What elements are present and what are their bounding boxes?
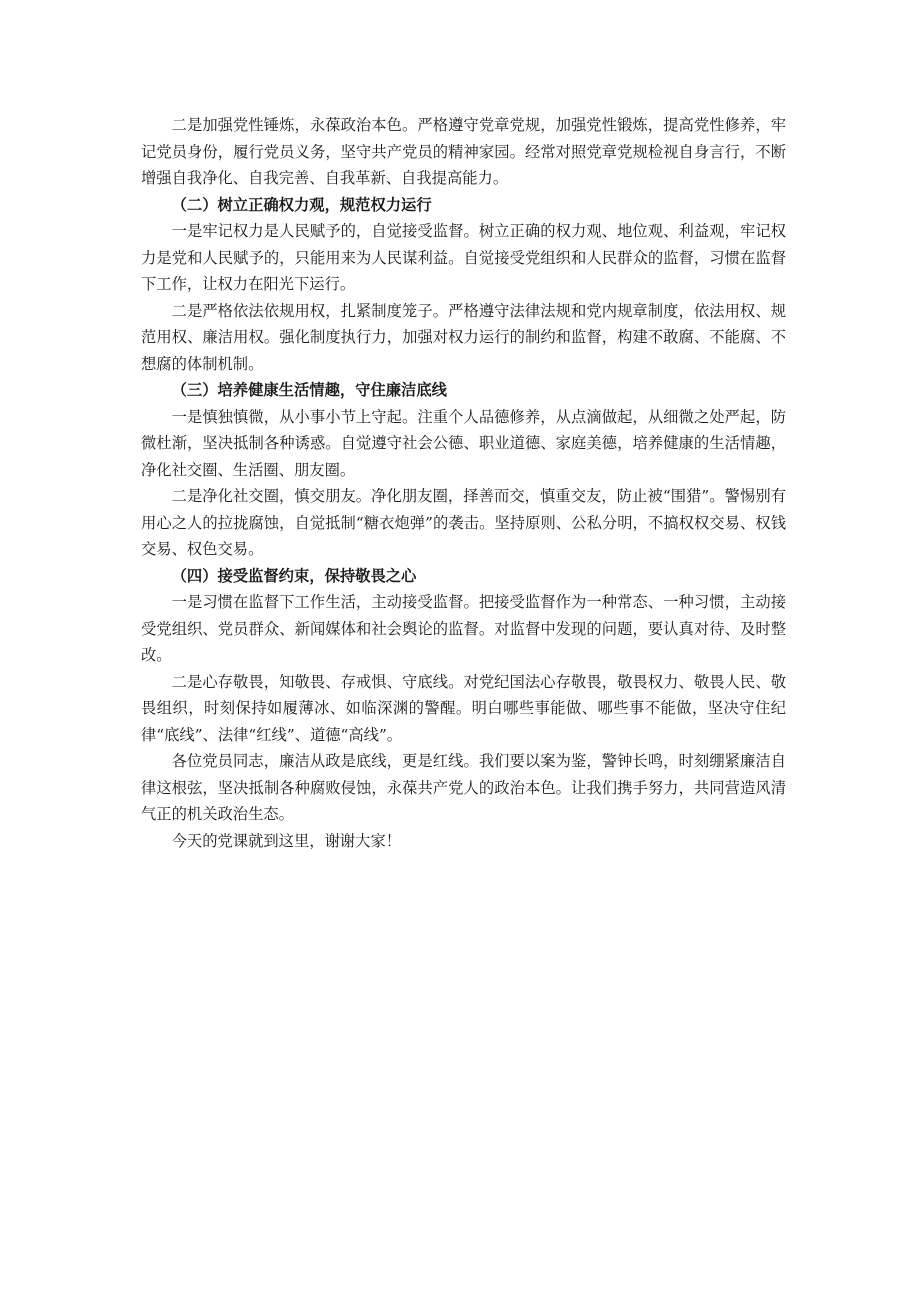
document-body [141, 112, 786, 854]
paragraph-closing-thanks: 今天的党课就到这里，谢谢大家！ [171, 831, 402, 850]
section-heading-4: （四）接受监督约束，保持敬畏之心 [171, 566, 417, 585]
paragraph-closing-appeal: 各位党员同志，廉洁从政是底线，更是红线。我们要以案为鉴，警钟长鸣，时刻绷紧廉洁自律这根弦，坚决抵制各种腐败侵蚀，永葆共产党人的政治本色。让我们携手努力，共同营造风清气正的机关政治生态。 [141, 752, 786, 823]
paragraph-reverence: 二是心存敬畏，知敬畏、存戒惧、守底线。对党纪国法心存敬畏，敬畏权力、敬畏人民、敬畏组织，时刻保持如履薄冰、如临深渊的警醒。明白哪些事能做、哪些事不能做，坚决守住纪律“底线”、法律“红线”、道德“高线”。 [141, 672, 786, 744]
paragraph-social-circle: 二是净化社交圈，慎交朋友。净化朋友圈，择善而交，慎重交友，防止被“围猎”。警惕别有用心之人的拉拢腐蚀，自觉抵制“糖衣炮弹”的袭击。坚持原则、公私分明，不搞权权交易、权钱交易、权色交易。 [141, 487, 786, 558]
section-heading-3: （三）培养健康生活情趣，守住廉洁底线 [171, 381, 447, 399]
section-heading-2: （二）树立正确权力观，规范权力运行 [171, 195, 432, 214]
paragraph-power-from-people: 一是牢记权力是人民赋予的，自觉接受监督。树立正确的权力观、地位观、利益观，牢记权力是党和人民赋予的，只能用来为人民谋利益。自觉接受党组织和人民群众的监督，习惯在监督下工作，让权力在阳光下运行。 [141, 222, 786, 293]
paragraph-party-spirit: 二是加强党性锤炼，永葆政治本色。严格遵守党章党规，加强党性锻炼，提高党性修养，牢记党员身份，履行党员义务，坚守共产党员的精神家园。经常对照党章党规检视自身言行，不断增强自我净化、自我完善、自我革新、自我提高能力。 [141, 116, 786, 187]
paragraph-accept-supervision: 一是习惯在监督下工作生活，主动接受监督。把接受监督作为一种常态、一种习惯，主动接受党组织、党员群众、新闻媒体和社会舆论的监督。对监督中发现的问题，要认真对待、及时整改。 [141, 593, 786, 664]
paragraph-lawful-use-of-power: 二是严格依法依规用权，扎紧制度笼子。严格遵守法律法规和党内规章制度，依法用权、规范用权、廉洁用权。强化制度执行力，加强对权力运行的制约和监督，构建不敢腐、不能腐、不想腐的体制机制。 [141, 301, 786, 373]
paragraph-prudence: 一是慎独慎微，从小事小节上守起。注重个人品德修养，从点滴做起，从细微之处严起，防微杜渐，坚决抵制各种诱惑。自觉遵守社会公德、职业道德、家庭美德，培养健康的生活情趣，净化社交圈、生活圈、朋友圈。 [141, 407, 786, 479]
